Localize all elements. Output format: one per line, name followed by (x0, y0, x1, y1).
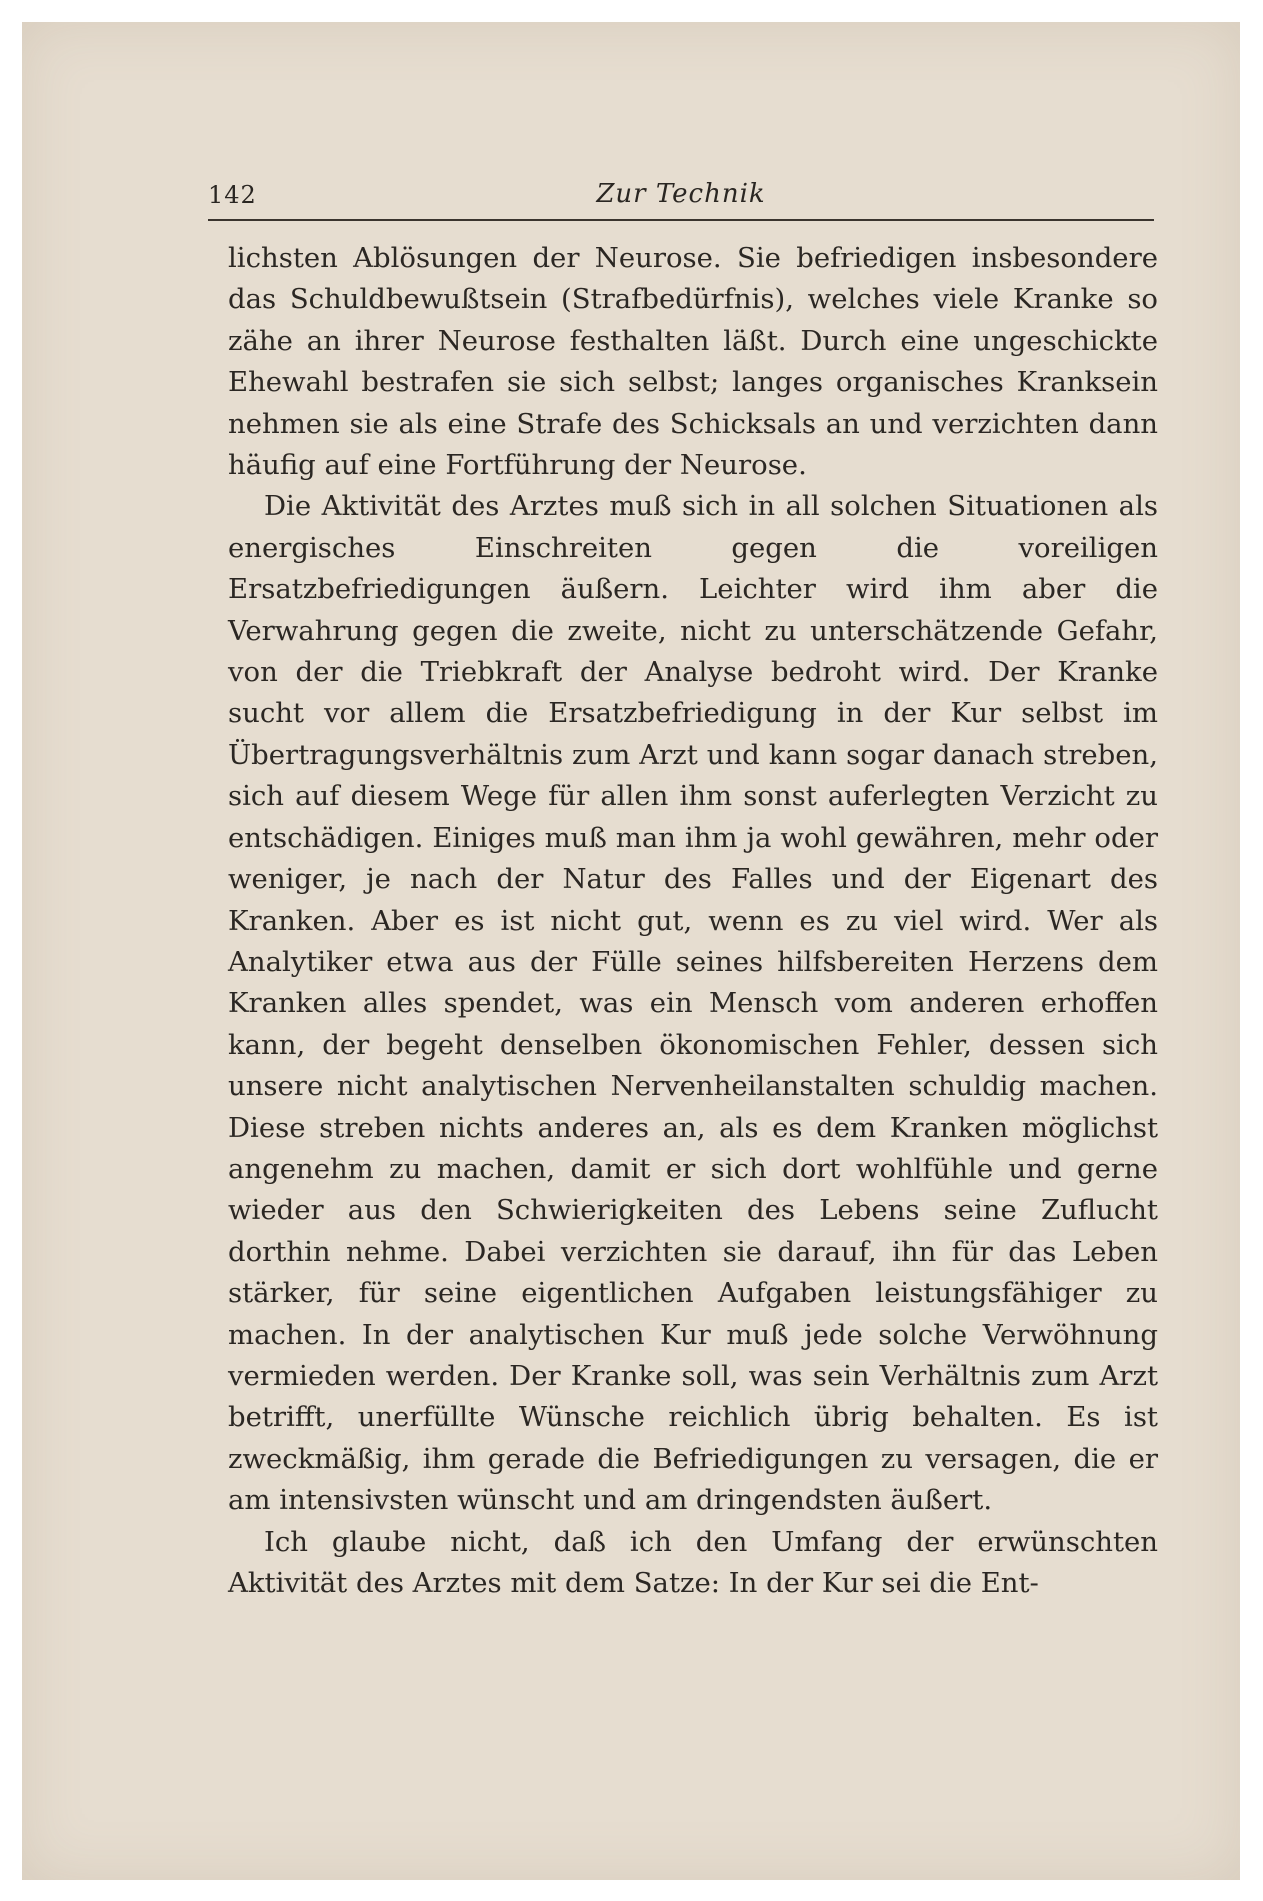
body-text (228, 238, 1158, 1604)
paragraph: Ich glaube nicht, daß ich den Umfang der erwünschten Aktivität des Arztes mit dem Satze: In der Kur sei die Ent- (228, 1525, 1158, 1599)
page-number: 142 (208, 181, 257, 209)
header-rule (208, 219, 1154, 221)
running-title: Zur Technik (596, 179, 766, 209)
page-header (208, 175, 1154, 215)
paragraph: Die Aktivität des Arztes muß sich in all solchen Situationen als energisches Einschreiten gegen die voreiligen Ersatzbefriedigungen äußern. Leichter wird ihm aber die Verwahrung gegen die zweite, nicht zu unterschätzende Gefahr, von der die Triebkraft der Analyse bedroht wird. Der Kranke sucht vor allem die Ersatzbefriedigung in der Kur selbst im Übertragungsverhältnis zum Arzt und kann sogar danach streben, sich auf diesem Wege für allen ihm sonst auferlegten Verzicht zu entschädigen. Einiges muß man ihm ja wohl gewähren, mehr oder weniger, je nach der Natur des Falles und der Eigenart des Kranken. Aber es ist nicht gut, wenn es zu viel wird. Wer als Analytiker etwa aus der Fülle seines hilfsbereiten Herzens dem Kranken alles spendet, was ein Mensch vom anderen erhoffen kann, der begeht denselben ökonomischen Fehler, dessen sich unsere nicht analytischen Nervenheilanstalten schuldig machen. Diese streben nichts anderes an, als es dem Kranken möglichst angenehm zu machen, damit er sich dort wohlfühle und gerne wieder aus den Schwierigkeiten des Lebens seine Zuflucht dorthin nehme. Dabei verzichten sie darauf, ihn für das Leben stärker, für seine eigentlichen Aufgaben leistungsfähiger zu machen. In der analytischen Kur muß jede solche Verwöhnung vermieden werden. Der Kranke soll, was sein Verhältnis zum Arzt betrifft, unerfüllte Wünsche reichlich übrig behalten. Es ist zweckmäßig, ihm gerade die Befriedigungen zu versagen, die er am intensivsten wünscht und am dringendsten äußert. (228, 490, 1158, 1517)
paragraph-continued: lichsten Ablösungen der Neurose. Sie befriedigen insbesondere das Schuldbewußtsein (Strafbedürfnis), welches viele Kranke so zähe an ihrer Neurose festhalten läßt. Durch eine ungeschickte Ehewahl bestrafen sie sich selbst; langes organisches Kranksein nehmen sie als eine Strafe des Schicksals an und verzichten dann häufig auf eine Fortführung der Neurose. (228, 242, 1158, 482)
